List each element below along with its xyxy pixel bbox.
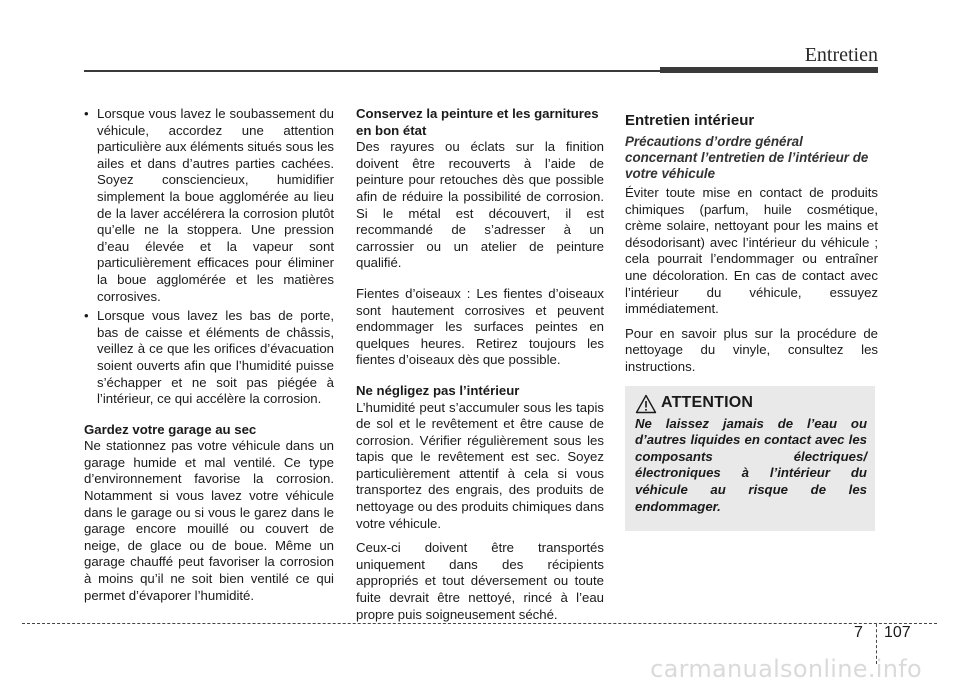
list-item: • Lorsque vous lavez les bas de porte, bas de caisse et éléments de châssis, veillez à ce que les orifices d’évacuation soient ouverts afin que l’humidité puisse s’échapper et ne soit pas piégée à l’intérieur, ce qui accélère la corrosion. xyxy=(84,308,334,408)
header-rule xyxy=(84,70,664,72)
transport-paragraph: Ceux-ci doivent être transportés uniquement dans des récipients appropriés et tout déversement ou toute fuite devrait être nettoyé, rincé à l’eau propre puis soigneusement séché. xyxy=(356,540,604,622)
interior-heading: Ne négligez pas l’intérieur xyxy=(356,382,520,398)
paint-paragraph: Des rayures ou éclats sur la finition doivent être recouverts à l’aide de peinture pour retouches dès que possible afin de réduire la possibilité de corrosion. Si le métal est découvert, il est recommandé de s’adresser à un carrossier ou un atelier de peinture qualifié. xyxy=(356,139,604,271)
column-middle xyxy=(356,106,604,631)
chapter-number: 7 xyxy=(854,624,863,641)
attention-header xyxy=(635,394,867,414)
warning-triangle-icon xyxy=(635,394,657,414)
vinyl-paragraph: Pour en savoir plus sur la procédure de nettoyage du vinyle, consultez les instructions. xyxy=(625,325,878,374)
section-title: Entretien intérieur xyxy=(625,112,755,129)
header-rule-accent xyxy=(660,67,878,73)
page-number: 107 xyxy=(884,624,911,641)
list-item: • Lorsque vous lavez le soubassement du véhicule, accordez une attention particulière aux éléments situés sous les ailes et dans d’autres parties cachées. Soyez consciencieux, humidifier simplement la boue agglomérée au lieu de la laver accélérera la corrosion plutôt qu’elle ne la stoppera. Une pression d’eau élevée et la vapeur sont particulièrement efficaces pour éliminer la boue agglomérée et les matières corrosives. xyxy=(84,106,334,305)
attention-text: Ne laissez jamais de l’eau ou d’autres liquides en contact avec les composants électriques/électroniques à l’intérieur du véhicule au risque de les endommager. xyxy=(635,415,867,514)
footer-rule xyxy=(22,623,937,624)
section-subtitle: Précautions d’ordre général concernant l’entretien de l’intérieur de votre véhicule xyxy=(625,134,869,181)
attention-box xyxy=(625,386,875,532)
watermark: carmanualsonline.info xyxy=(650,655,922,683)
column-left xyxy=(84,106,334,612)
column-right xyxy=(625,106,878,531)
chemicals-paragraph: Éviter toute mise en contact de produits chimiques (parfum, huile cosmétique, crème solaire, nettoyant pour les mains et désodorisant) avec l’intérieur du véhicule ; cela pourrait l’endommager ou entraîner une décoloration. En cas de contact avec l’intérieur du véhicule, essuyez immédiatement. xyxy=(625,185,878,317)
attention-title: ATTENTION xyxy=(661,394,754,412)
interior-paragraph: L’humidité peut s’accumuler sous les tapis de sol et le revêtement et être cause de corrosion. Vérifier régulièrement sous les tapis que le revêtement est sec. Soyez particulièrement attentif à cela si vous transportez des engrais, des produits de nettoyage ou des produits chimiques dans votre véhicule. xyxy=(356,399,604,531)
garage-paragraph: Ne stationnez pas votre véhicule dans un garage humide et mal ventilé. Ce type d’environnement favorise la corrosion. Notamment si vous lavez votre véhicule dans le garage ou si vous le garez dans le garage encore mouillé ou couvert de neige, de glace ou de boue. Même un garage chauffé peut favoriser la corrosion à moins qu’il ne soit bien ventilé ce qui permet d’évaporer l’humidité. xyxy=(84,438,334,603)
paint-heading: Conservez la peinture et les garnitures en bon état xyxy=(356,106,599,138)
bird-droppings-paragraph: Fientes d’oiseaux : Les fientes d’oiseaux sont hautement corrosives et peuvent endommager les surfaces peintes en quelques heures. Retirez toujours les fientes d’oiseaux dès que possible. xyxy=(356,285,604,368)
page-header-title: Entretien xyxy=(804,44,878,66)
garage-heading: Gardez votre garage au sec xyxy=(84,421,257,437)
bullet-list xyxy=(84,106,334,408)
